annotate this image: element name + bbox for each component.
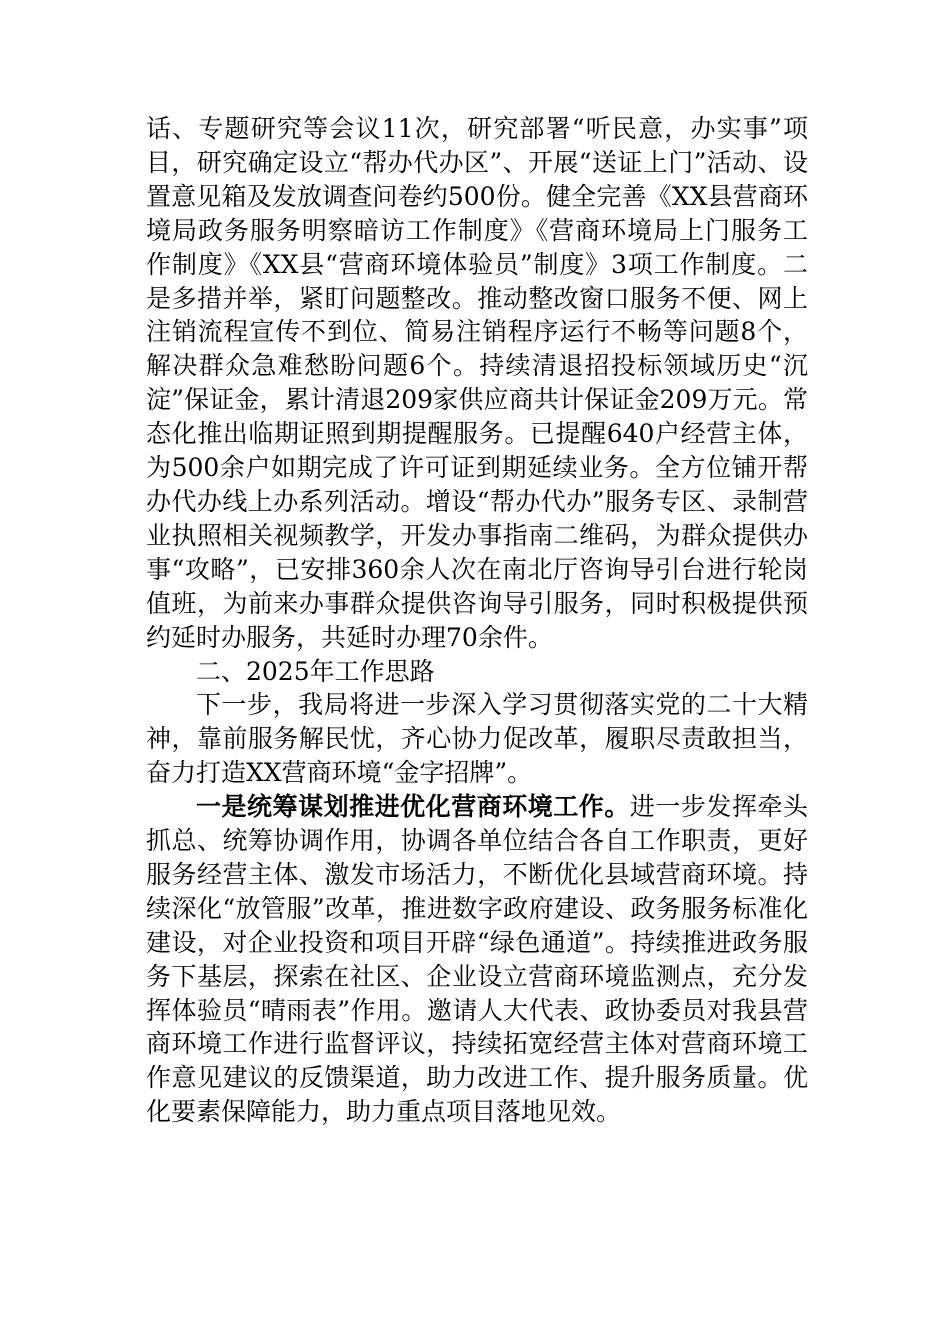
section-heading-2025-work-plan: 二、2025年工作思路 — [196, 656, 435, 686]
document-body — [146, 112, 808, 1129]
paragraph-work-summary-continued: 话、专题研究等会议11次，研究部署“听民意，办实事”项目，研究确定设立“帮办代办区”、开展“送证上门”活动、设置意见箱及发放调查问卷约500份。健全完善《XX县营商环境局政务服务明察暗访工作制度》《营商环境局上门服务工作制度》《XX县“营商环境体验员”制度》3项工作制度。二是多措并举，紧盯问题整改。推动整改窗口服务不便、网上注销流程宣传不到位、简易注销程序运行不畅等问题8个，解决群众急难愁盼问题6个。持续清退招投标领域历史“沉淀”保证金，累计清退209家供应商共计保证金209万元。常态化推出临期证照到期提醒服务。已提醒640户经营主体，为500余户如期完成了许可证到期延续业务。全方位铺开帮办代办线上办系列活动。增设“帮办代办”服务专区、录制营业执照相关视频教学，开发办事指南二维码，为群众提供办事“攻略”，已安排360余人次在南北厅咨询导引台进行轮岗值班，为前来办事群众提供咨询导引服务，同时积极提供预约延时办服务，共延时办理70余件。 — [146, 114, 808, 652]
paragraph-next-steps: 下一步，我局将进一步深入学习贯彻落实党的二十大精神，靠前服务解民忧，齐心协力促改革，履职尽责敢担当，奋力打造XX营商环境“金字招牌”。 — [146, 690, 808, 788]
plan-item-one-lead: 一是统筹谋划推进优化营商环境工作。 — [196, 792, 630, 822]
paragraph-plan-item-one — [146, 790, 808, 1129]
plan-item-one-body: 进一步发挥牵头抓总、统筹协调作用，协调各单位结合各自工作职责，更好服务经营主体、激发市场活力，不断优化县域营商环境。持续深化“放管服”改革，推进数字政府建设、政务服务标准化建设，对企业投资和项目开辟“绿色通道”。持续推进政务服务下基层，探索在社区、企业设立营商环境监测点，充分发挥体验员“晴雨表”作用。邀请人大代表、政协委员对我县营商环境工作进行监督评议，持续拓宽经营主体对营商环境工作意见建议的反馈渠道，助力改进工作、提升服务质量。优化要素保障能力，助力重点项目落地见效。 — [146, 792, 808, 1127]
